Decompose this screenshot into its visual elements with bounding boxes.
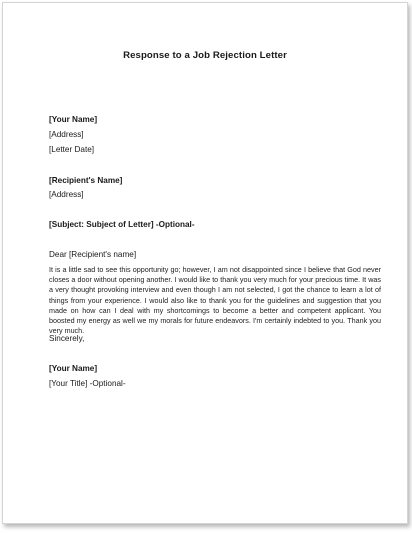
letter-body: It is a little sad to see this opportunity go; however, I am not disappointed since I believe that God never closes a door without opening another. I would like to thank you very much for your precious time. It was a very thought provoking interview and even though I am not selected, I got the chance to learn a lot of things from your experience. I would also like to thank you for the guidelines and suggestion that you made on how can I deal with my shortcomings to become a better and competent applicant. You boosted my energy as well we my morals for future endeavors. I'm certainly indebted to you. Thank you very much. xyxy=(49,265,381,336)
salutation: Dear [Recipient's name] xyxy=(49,250,137,259)
letter-date: [Letter Date] xyxy=(49,145,95,154)
signature-title: [Your Title] -Optional- xyxy=(49,379,126,388)
sender-address: [Address] xyxy=(49,130,84,139)
recipient-name: [Recipient's Name] xyxy=(49,176,123,185)
closing: Sincerely, xyxy=(49,334,85,343)
subject-line: [Subject: Subject of Letter] -Optional- xyxy=(49,220,195,229)
letter-title: Response to a Job Rejection Letter xyxy=(123,50,287,61)
sender-name: [Your Name] xyxy=(49,115,98,124)
signature-name: [Your Name] xyxy=(49,364,98,373)
letter-page xyxy=(2,2,408,524)
recipient-address: [Address] xyxy=(49,190,84,199)
